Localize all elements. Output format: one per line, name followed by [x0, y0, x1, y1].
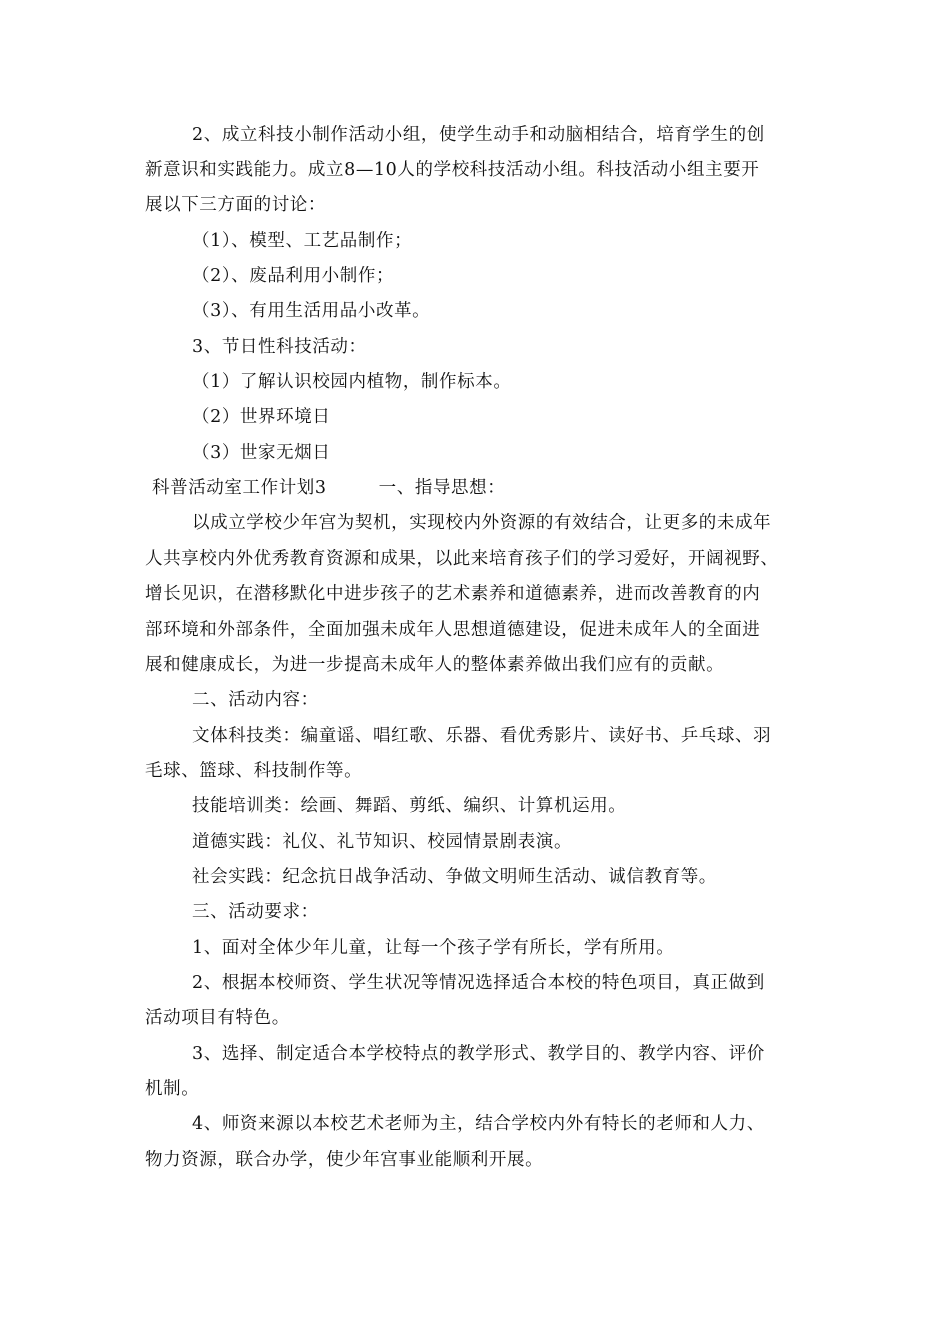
- paragraph-line: 4、师资来源以本校艺术老师为主，结合学校内外有特长的老师和人力、: [192, 1114, 765, 1134]
- section-heading: 一、指导思想：: [378, 478, 506, 498]
- paragraph-line: 2、根据本校师资、学生状况等情况选择适合本校的特色项目，真正做到: [192, 973, 765, 993]
- paragraph-line: 1、面对全体少年儿童，让每一个孩子学有所长，学有所用。: [192, 938, 675, 958]
- paragraph-line: 毛球、篮球、科技制作等。: [145, 761, 363, 781]
- paragraph-line: 部环境和外部条件，全面加强未成年人思想道德建设，促进未成年人的全面进: [145, 620, 761, 640]
- paragraph-line: 机制。: [145, 1079, 200, 1099]
- list-item: （2）、废品利用小制作；: [192, 266, 395, 286]
- document-heading-line: [152, 476, 505, 500]
- paragraph-line: 3、选择、制定适合本学校特点的教学形式、教学目的、教学内容、评价: [192, 1044, 765, 1064]
- list-item: （2）世界环境日: [192, 407, 331, 427]
- plan-title: 科普活动室工作计划3: [152, 478, 327, 498]
- list-item: （1）、模型、工艺品制作；: [192, 231, 413, 251]
- paragraph-line: 道德实践：礼仪、礼节知识、校园情景剧表演。: [192, 832, 573, 852]
- paragraph-line: 技能培训类：绘画、舞蹈、剪纸、编织、计算机运用。: [192, 796, 627, 816]
- paragraph-line: 展和健康成长，为进一步提高未成年人的整体素养做出我们应有的贡献。: [145, 655, 725, 675]
- section-heading: 二、活动内容：: [192, 690, 319, 710]
- paragraph-line: 增长见识，在潜移默化中进步孩子的艺术素养和道德素养，进而改善教育的内: [145, 584, 761, 604]
- list-item: （3）、有用生活用品小改革。: [192, 301, 431, 321]
- paragraph-line: 以成立学校少年宫为契机，实现校内外资源的有效结合，让更多的未成年: [192, 513, 772, 533]
- paragraph-line: 物力资源，联合办学，使少年宫事业能顺利开展。: [145, 1150, 544, 1170]
- paragraph-line: 社会实践：纪念抗日战争活动、争做文明师生活动、诚信教育等。: [192, 867, 717, 887]
- paragraph-line: 活动项目有特色。: [145, 1008, 290, 1028]
- paragraph-line: 展以下三方面的讨论：: [145, 195, 326, 215]
- section-heading: 三、活动要求：: [192, 902, 319, 922]
- paragraph-line: 文体科技类：编童谣、唱红歌、乐器、看优秀影片、读好书、乒乓球、羽: [192, 726, 772, 746]
- list-item: （1）了解认识校园内植物，制作标本。: [192, 372, 512, 392]
- section-heading: 3、节日性科技活动：: [192, 337, 367, 357]
- paragraph-line: 2、成立科技小制作活动小组，使学生动手和动脑相结合，培育学生的创: [192, 125, 765, 145]
- list-item: （3）世家无烟日: [192, 443, 331, 463]
- paragraph-line: 新意识和实践能力。成立8—10人的学校科技活动小组。科技活动小组主要开: [145, 160, 760, 180]
- paragraph-line: 人共享校内外优秀教育资源和成果，以此来培育孩子们的学习爱好，开阔视野、: [145, 549, 779, 569]
